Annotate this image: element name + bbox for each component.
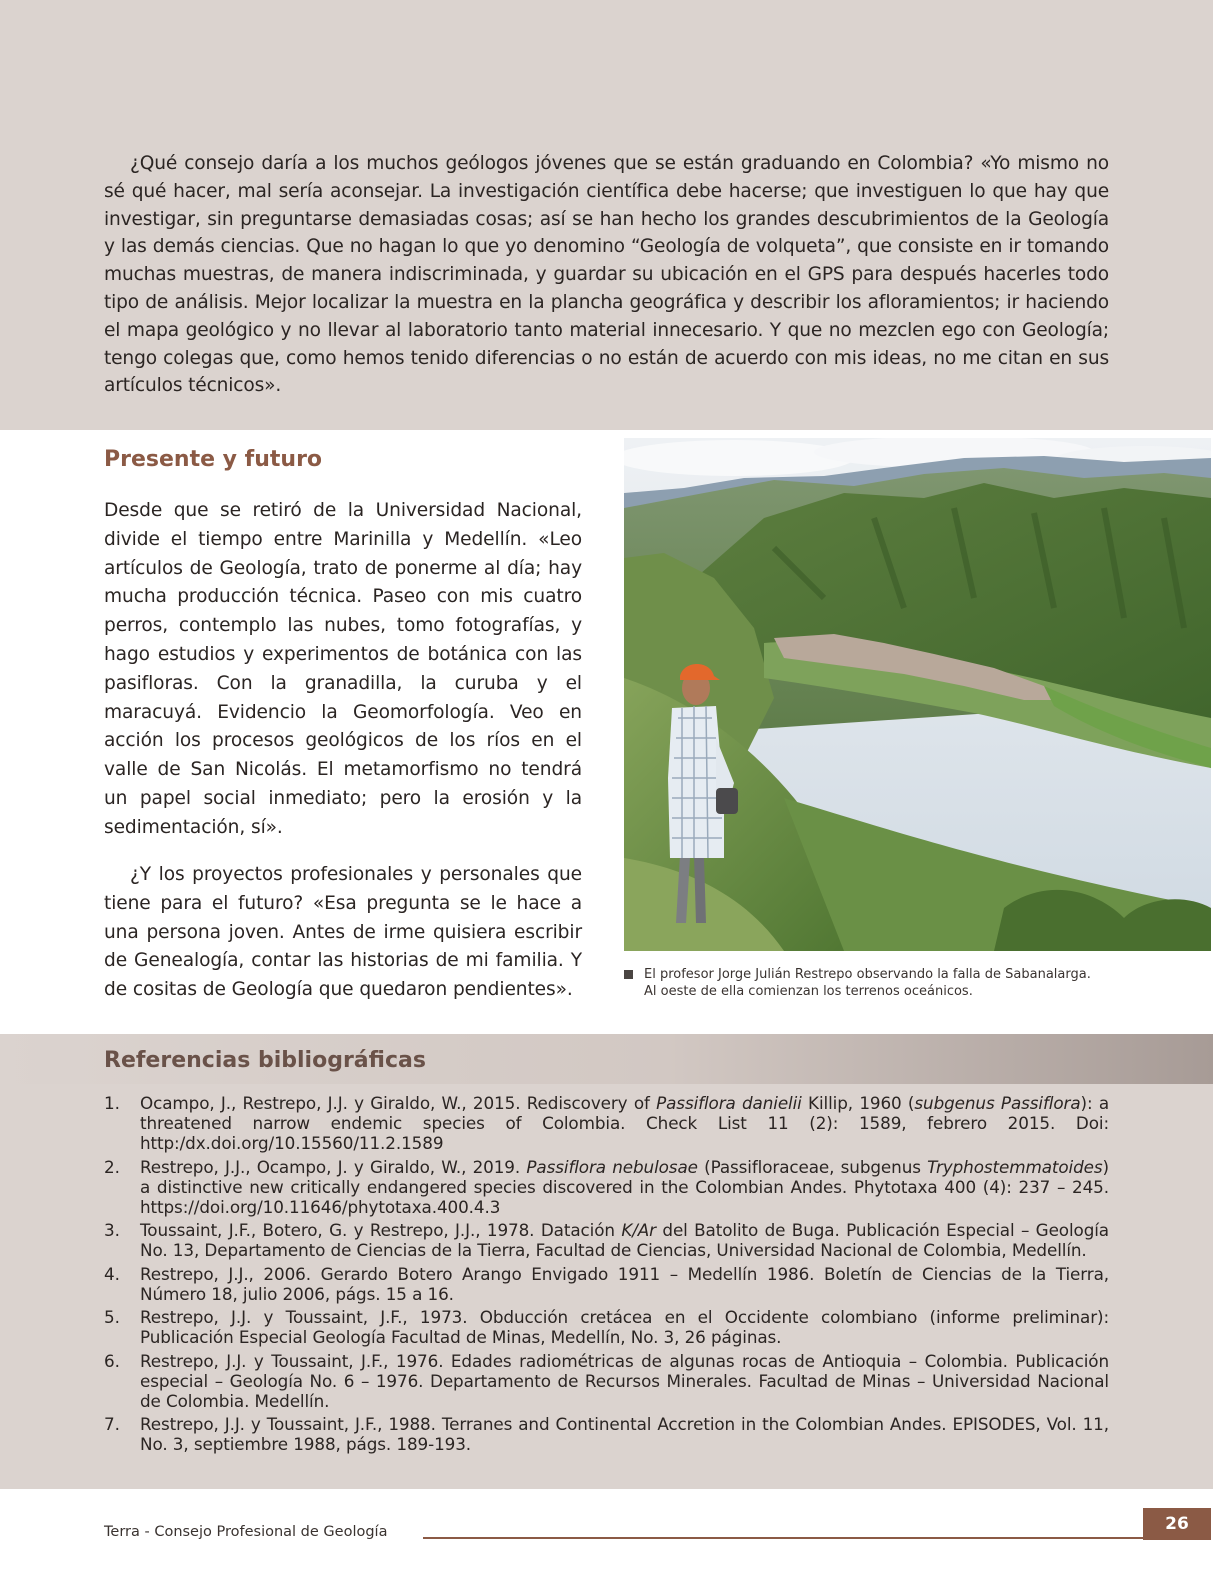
reference-text: Restrepo, J.J., Ocampo, J. y Giraldo, W., 2019. [140, 1156, 527, 1177]
reference-number: 7. [104, 1414, 120, 1434]
caption-line-2: Al oeste de ella comienzan los terrenos oceánicos. [644, 984, 973, 999]
reference-number: 3. [104, 1220, 120, 1240]
reference-item [104, 1157, 1109, 1217]
reference-text: Restrepo, J.J. y Toussaint, J.F., 1988. Terranes and Continental Accretion in the Colombian Andes. EPISODES, Vol. 11, No. 3, septiembre 1988, págs. 189-193. [140, 1414, 1109, 1454]
reference-text: Restrepo, J.J., 2006. Gerardo Botero Arango Envigado 1911 – Medellín 1986. Boletín de Ciencias de la Tierra, Número 18, julio 2006, págs. 15 a 16. [140, 1263, 1109, 1304]
reference-italic-text: Tryphostemmatoides [927, 1156, 1103, 1177]
reference-italic-text: Passiflora nebulosae [526, 1156, 698, 1177]
reference-text: Killip, 1960 ( [801, 1093, 915, 1113]
reference-item [104, 1264, 1109, 1304]
reference-number: 5. [104, 1307, 120, 1327]
reference-item [104, 1414, 1109, 1454]
footer-publication: Terra - Consejo Profesional de Geología [104, 1524, 388, 1540]
landscape-photo [624, 438, 1211, 951]
reference-italic-text: K/Ar [621, 1220, 656, 1240]
references-list [104, 1093, 1109, 1458]
landscape-photo-drawing [624, 438, 1211, 951]
reference-number: 2. [104, 1156, 120, 1177]
reference-item [104, 1351, 1109, 1411]
reference-number: 4. [104, 1263, 120, 1284]
section-paragraph-2: ¿Y los proyectos profesionales y personales que tiene para el futuro? «Esa pregunta se le hace a una persona joven. Antes de irme quisiera escribir de Genealogía, contar las historias de mi familia. Y de cositas de Geología que quedaron pendientes». [104, 864, 582, 1001]
reference-text: del Batolito de Buga. Publicación Especial – Geología No. 13, Departamento de Ciencias de la Tierra, Facultad de Ciencias, Universidad Nacional de Colombia, Medellín. [140, 1220, 1109, 1260]
reference-number: 6. [104, 1350, 120, 1371]
section-paragraph-1: Desde que se retiró de la Universidad Nacional, divide el tiempo entre Marinilla y Medellín. «Leo artículos de Geología, trato de ponerme al día; hay mucha producción técnica. Paseo con mis cuatro perros, contemplo las nubes, tomo fotografías, y hago estudios y experimentos de botánica con las pasifloras. Con la granadilla, la curuba y el maracuyá. Evidencio la Geomorfología. Veo en acción los procesos geológicos de los ríos en el valle de San Nicolás. El metamorfismo no tendrá un papel social inmediato; pero la erosión y la sedimentación, sí». [104, 500, 582, 838]
footer-rule [423, 1537, 1143, 1539]
caption-line-1: El profesor Jorge Julián Restrepo observando la falla de Sabanalarga. [644, 967, 1091, 982]
reference-text: (Passifloraceae, subgenus [697, 1156, 928, 1177]
section-heading: Presente y futuro [104, 447, 323, 472]
page-number: 26 [1143, 1508, 1211, 1540]
references-heading: Referencias bibliográficas [104, 1048, 426, 1073]
reference-text: Toussaint, J.F., Botero, G. y Restrepo, J.J., 1978. Datación [140, 1220, 622, 1240]
reference-text: ): a threatened narrow endemic species of Colombia. Check List 11 (2): 1589, febrero 2015. Doi: http:/dx.doi.org/10.15560/11.2.1589 [140, 1093, 1109, 1153]
interview-paragraph: ¿Qué consejo daría a los muchos geólogos jóvenes que se están graduando en Colombia? «Yo mismo no sé qué hacer, mal sería aconsejar. La investigación científica debe hacerse; que investiguen lo que hay que investigar, sin preguntarse demasiadas cosas; así se han hecho los grandes descubrimientos de la Geología y las demás ciencias. Que no hagan lo que yo denomino “Geología de volqueta”, que consiste en ir tomando muchas muestras, de manera indiscriminada, y guardar su ubicación en el GPS para después hacerles todo tipo de análisis. Mejor localizar la muestra en la plancha geográfica y describir los afloramientos; ir haciendo el mapa geológico y no llevar al laboratorio tanto material innecesario. Y que no mezclen ego con Geología; tengo colegas que, como hemos tenido diferencias o no están de acuerdo con mis ideas, no me citan en sus artículos técnicos». [104, 153, 1109, 397]
reference-text: Restrepo, J.J. y Toussaint, J.F., 1976. Edades radiométricas de algunas rocas de Antioquia – Colombia. Publicación especial – Geología No. 6 – 1976. Departamento de Recursos Minerales. Facultad de Minas – Universidad Nacional de Colombia. Medellín. [140, 1350, 1109, 1411]
reference-item [104, 1093, 1109, 1153]
reference-number: 1. [104, 1093, 120, 1113]
reference-item [104, 1220, 1109, 1260]
photo-caption [624, 966, 1164, 1000]
reference-text: ) a distinctive new critically endangered species discovered in the Colombian Andes. Phytotaxa 400 (4): 237 – 245. https://doi.org/10.11646/phytotaxa.400.4.3 [140, 1156, 1109, 1217]
caption-bullet [624, 970, 633, 979]
reference-italic-text: subgenus Passiflora [914, 1093, 1081, 1113]
reference-item [104, 1307, 1109, 1347]
reference-text: Ocampo, J., Restrepo, J.J. y Giraldo, W., 2015. Rediscovery of [140, 1093, 657, 1113]
reference-text: Restrepo, J.J. y Toussaint, J.F., 1973. Obducción cretácea en el Occidente colombiano (informe preliminar): Publicación Especial Geología Facultad de Minas, Medellín, No. 3, 26 páginas. [140, 1307, 1109, 1347]
reference-italic-text: Passiflora danielii [656, 1093, 802, 1113]
